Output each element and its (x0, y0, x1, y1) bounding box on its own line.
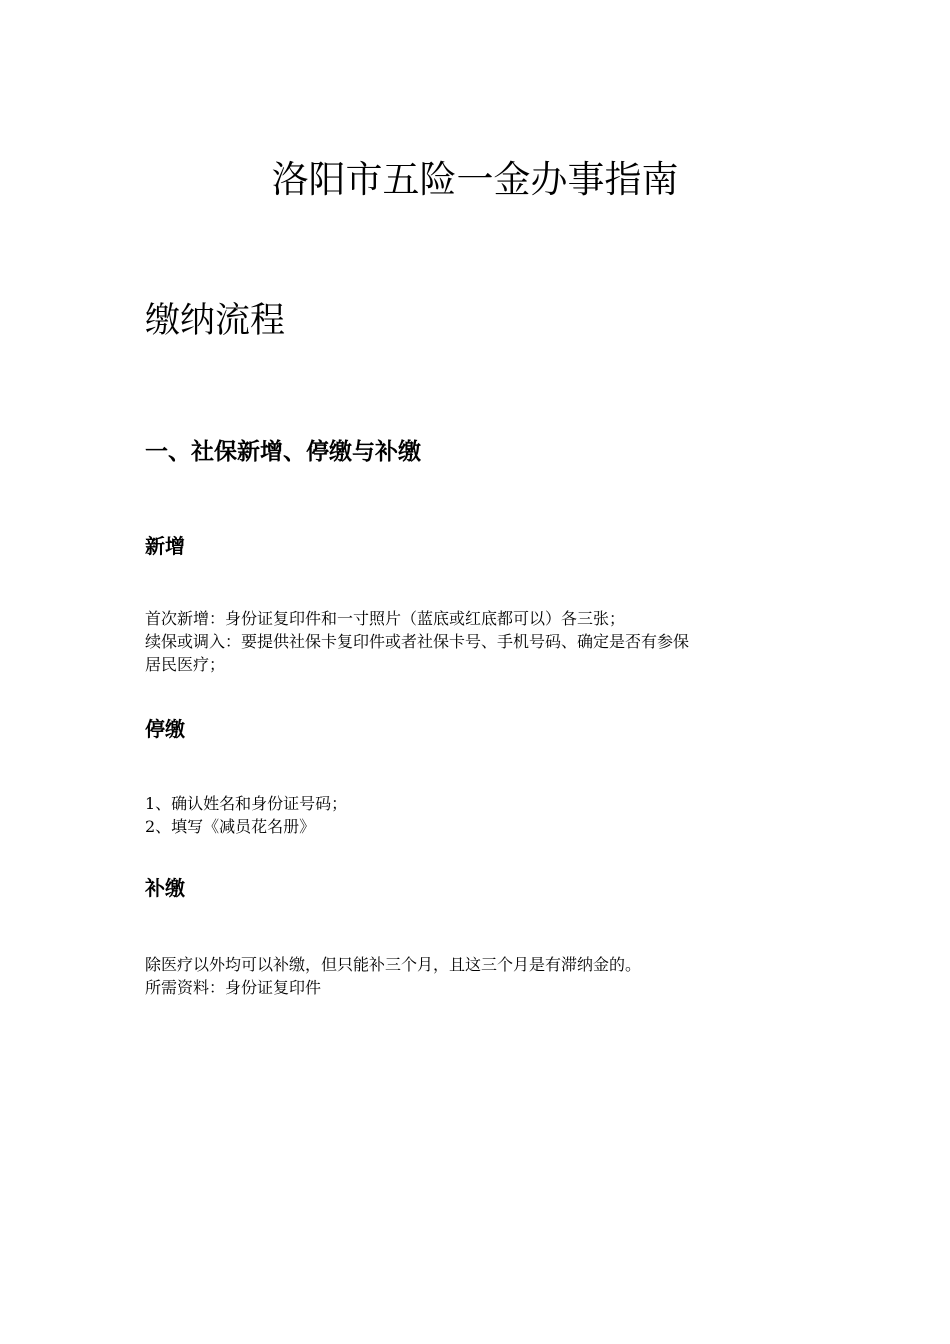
heading-payment-process: 缴纳流程 (145, 301, 286, 341)
heading-social-insurance: 一、社保新增、停缴与补缴 (145, 439, 421, 465)
paragraph-line: 所需资料：身份证复印件 (145, 978, 322, 997)
section-heading-makeup: 补缴 (145, 876, 185, 900)
section-body-add (145, 607, 815, 676)
section-body-makeup (145, 953, 815, 999)
paragraph-line: 居民医疗； (145, 655, 226, 674)
section-heading-add: 新增 (145, 534, 185, 558)
paragraph-line: 1、确认姓名和身份证号码； (145, 794, 348, 813)
paragraph-line: 2、填写《减员花名册》 (145, 817, 316, 836)
paragraph-line: 首次新增：身份证复印件和一寸照片（蓝底或红底都可以）各三张； (145, 609, 626, 628)
paragraph-line: 除医疗以外均可以补缴，但只能补三个月，且这三个月是有滞纳金的。 (145, 955, 642, 974)
paragraph-line: 续保或调入：要提供社保卡复印件或者社保卡号、手机号码、确定是否有参保 (145, 632, 690, 651)
section-heading-stop: 停缴 (145, 717, 185, 741)
section-body-stop (145, 792, 815, 838)
document-title: 洛阳市五险一金办事指南 (271, 158, 679, 201)
